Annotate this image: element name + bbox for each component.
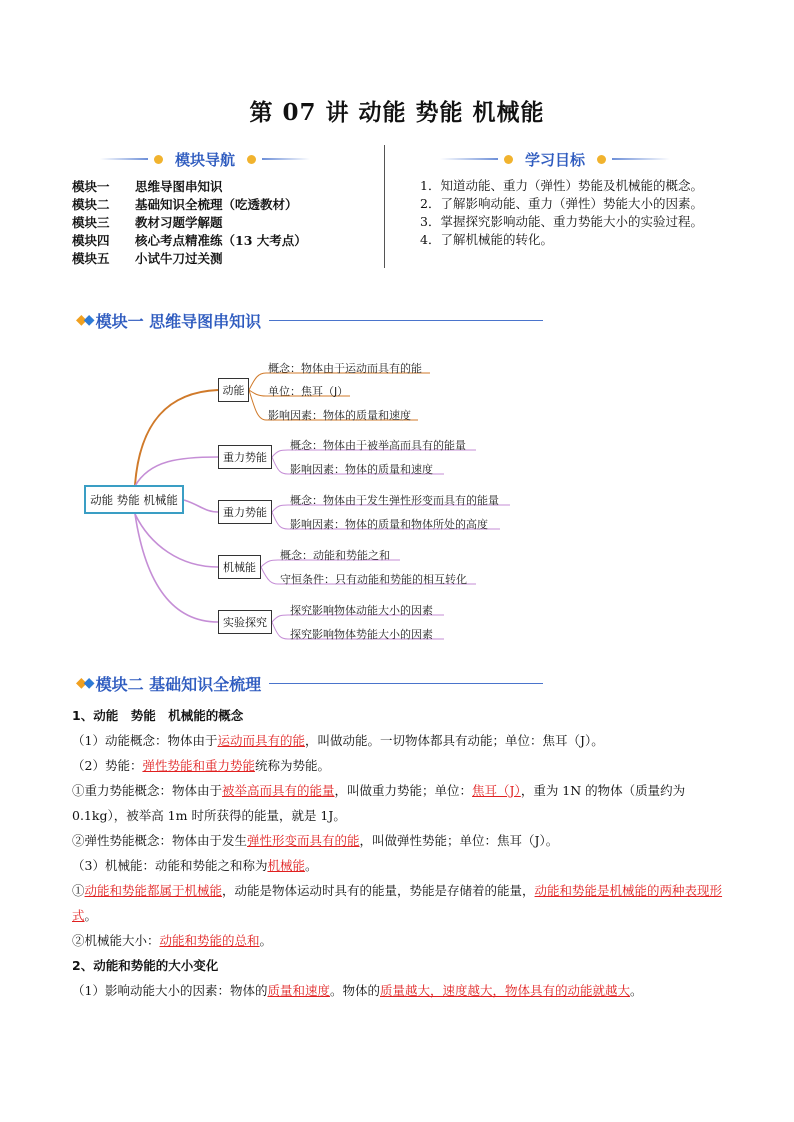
mindmap-leaf: 探究影响物体势能大小的因素 [290, 628, 433, 641]
paragraph: ②机械能大小：动能和势能的总和。 [72, 933, 273, 948]
mindmap-leaf: 概念：物体由于发生弹性形变而具有的能量 [290, 494, 499, 507]
mindmap-branch-elastic[interactable]: 重力势能 [218, 500, 272, 524]
goal-item: 3．掌握探究影响动能、重力势能大小的实验过程。 [420, 214, 703, 229]
mindmap-leaf: 影响因素：物体的质量和速度 [268, 409, 411, 422]
diamond-arrow-icon: ◆◆ [76, 675, 92, 691]
module2-banner: ◆◆ 模块二 基础知识全梳理 [76, 673, 543, 693]
mindmap-root[interactable]: 动能 势能 机械能 [84, 485, 184, 514]
paragraph: ①重力势能概念：物体由于被举高而具有的能量，叫做重力势能；单位：焦耳（J），重为 1N 的物体（质量约为 0.1kg），被举高 1m 时所获得的能量，就是 1J。 [72, 783, 686, 823]
page-title: 第 07 讲 动能 势能 机械能 [249, 99, 545, 126]
paragraph: （3）机械能：动能和势能之和称为机械能。 [72, 858, 318, 873]
goal-item: 4．了解机械能的转化。 [420, 232, 553, 247]
mindmap-leaf: 守恒条件：只有动能和势能的相互转化 [280, 573, 467, 586]
nav-item[interactable]: 模块三 教材习题学解题 [72, 215, 223, 230]
mindmap-branch-kinetic[interactable]: 动能 [218, 378, 249, 402]
mindmap-leaf: 概念：物体由于运动而具有的能 [268, 362, 422, 375]
nav-item[interactable]: 模块四 核心考点精准练（13 大考点） [72, 233, 307, 248]
mindmap-leaf: 单位：焦耳（J） [268, 385, 349, 398]
section1 [72, 703, 724, 1003]
nav-item[interactable]: 模块五 小试牛刀过关测 [72, 251, 223, 266]
mindmap-leaf: 概念：物体由于被举高而具有的能量 [290, 439, 466, 452]
section-heading: 2、动能和势能的大小变化 [72, 958, 219, 973]
goal-item: 1．知道动能、重力（弹性）势能及机械能的概念。 [420, 178, 703, 193]
nav-item[interactable]: 模块一 思维导图串知识 [72, 179, 223, 194]
mindmap-leaf: 影响因素：物体的质量和速度 [290, 463, 433, 476]
goal-item: 2．了解影响动能、重力（弹性）势能大小的因素。 [420, 196, 703, 211]
mindmap-branch-experiment[interactable]: 实验探究 [218, 610, 272, 634]
nav-item[interactable]: 模块二 基础知识全梳理（吃透教材） [72, 197, 298, 212]
paragraph: （1）影响动能大小的因素：物体的质量和速度。物体的质量越大，速度越大，物体具有的动能就越大。 [72, 983, 643, 998]
nav-heading: 模块导航 [100, 148, 310, 170]
paragraph: （1）动能概念：物体由于运动而具有的能，叫做动能。一切物体都具有动能；单位：焦耳（J）。 [72, 733, 604, 748]
mindmap-leaf: 影响因素：物体的质量和物体所处的高度 [290, 518, 488, 531]
goals-heading: 学习目标 [440, 148, 670, 170]
paragraph: ②弹性势能概念：物体由于发生弹性形变而具有的能，叫做弹性势能；单位：焦耳（J）。 [72, 833, 559, 848]
diamond-arrow-icon: ◆◆ [76, 312, 92, 328]
mindmap-branch-mechanical[interactable]: 机械能 [218, 555, 261, 579]
mindmap-leaf: 概念：动能和势能之和 [280, 549, 390, 562]
section-heading: 1、动能 势能 机械能的概念 [72, 708, 244, 723]
mindmap-leaf: 探究影响物体动能大小的因素 [290, 604, 433, 617]
paragraph: （2）势能：弹性势能和重力势能统称为势能。 [72, 758, 330, 773]
mindmap-branch-gravity[interactable]: 重力势能 [218, 445, 272, 469]
module1-banner: ◆◆ 模块一 思维导图串知识 [76, 310, 543, 330]
paragraph: ①动能和势能都属于机械能，动能是物体运动时具有的能量，势能是存储着的能量，动能和势能是机械能的两种表现形式。 [72, 883, 723, 923]
